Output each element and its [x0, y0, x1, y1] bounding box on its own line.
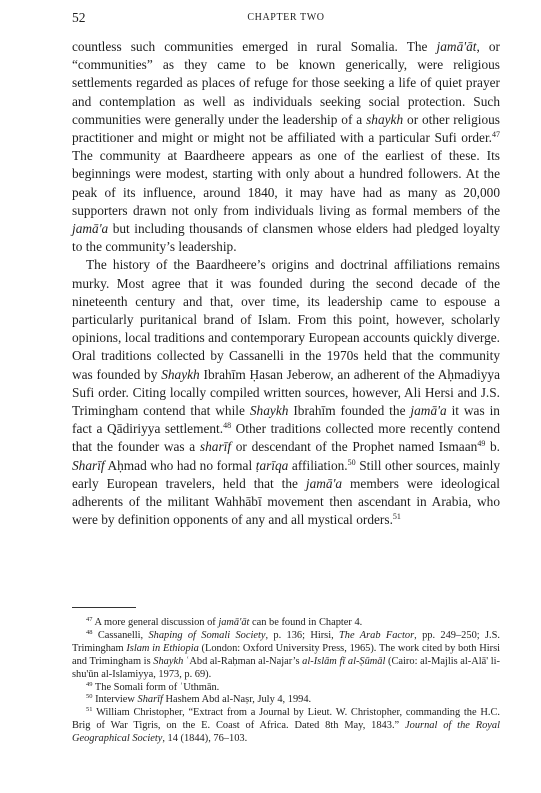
paragraph-2: The history of the Baardheere’s origins and doctrinal affiliations remains murky. Most agree that it was founded during the second decade of the nineteenth century and that, over time, its leadership came to espouse a particularly puritanical brand of Islam. From this point, however, scholarly opinions, local traditions and contemporary European accounts quickly diverge. Oral traditions collected by Cassanelli in the 1970s held that the community was founded by Shaykh Ibrahīm Ḥasan Jeberow, an adherent of the Aḥmadiyya Sufi order. Citing locally compiled written sources, however, Ali Hersi and J.S. Trimingham contend that while Shaykh Ibrahīm founded the jamā'a it was in fact a Qādiriyya settlement.$^{48}$ Other traditions collected more recently contend that the founder was a sharīf or descendant of the Prophet named Ismaan$^{49}$ b. Sharīf Aḥmad who had no formal ṭarīqa affiliation.$^{50}$ Still other sources, mainly early European travelers, held that the jamā'a members were ideological adherents of the militant Wahhābī movement then ascendant in Arabia, who were by definition opponents of any and all mystical orders.$^{51}$ — [72, 257, 501, 528]
body-text — [72, 38, 500, 529]
footnote-rule — [72, 607, 136, 608]
paragraph-1: countless such communities emerged in rural Somalia. The jamā'āt, or “communities” as they came to be known generically, were religious settlements regarded as places of refuge for those seeking a life of quiet prayer and contemplation as well as individuals seeking social protection. Such communities were generally under the leadership of a shaykh or other religious practitioner and might or might not be affiliated with a particular Sufi order.$^{47}$ The community at Baardheere appears as one of the earliest of these. Its beginnings were modest, starting with only about a hundred followers. At the peak of its influence, around 1840, it may have had as many as 20,000 supporters drawn not only from individuals living as formal members of the jamā'a but including thousands of clansmen whose elders had pledged loyalty to the community’s leadership. — [72, 39, 501, 255]
footnote-50: $^{50}$ Interview Sharīf Hashem Abd al-Naṣr, July 4, 1994. — [86, 693, 312, 706]
footnote-48: $^{48}$ Cassanelli, Shaping of Somali Society, p. 136; Hirsi, The Arab Factor, pp. 249–250; J.S. Trimingham Islam in Ethiopia (London: Oxford University Press, 1965). The work cited by both Hirsi and Trimingham is Shaykh ʿAbd al-Raḥman al-Najar’s al-Islām fī al-Ṣūmāl (Cairo: al-Majlis al-Alā' li-shu'ūn al-Islamiyya, 1973, p. 69). — [72, 628, 501, 680]
chapter-title: CHAPTER TWO — [247, 12, 325, 23]
running-head — [72, 10, 500, 28]
footnote-51: $^{51}$ William Christopher, “Extract from a Journal by Lieut. W. Christopher, commanding the H.C. Brig of War Tigris, on the E. Coast of Africa. Dated 8th May, 1843.” Journal of the Royal Geographical Society, 14 (1844), 76–103. — [72, 706, 500, 745]
page-number: 52 — [72, 10, 86, 25]
footnotes — [72, 617, 500, 746]
footnote-49: $^{49}$ The Somali form of ʿUthmān. — [86, 680, 220, 693]
footnote-47: $^{47}$ A more general discussion of jamā'āt can be found in Chapter 4. — [86, 616, 363, 628]
